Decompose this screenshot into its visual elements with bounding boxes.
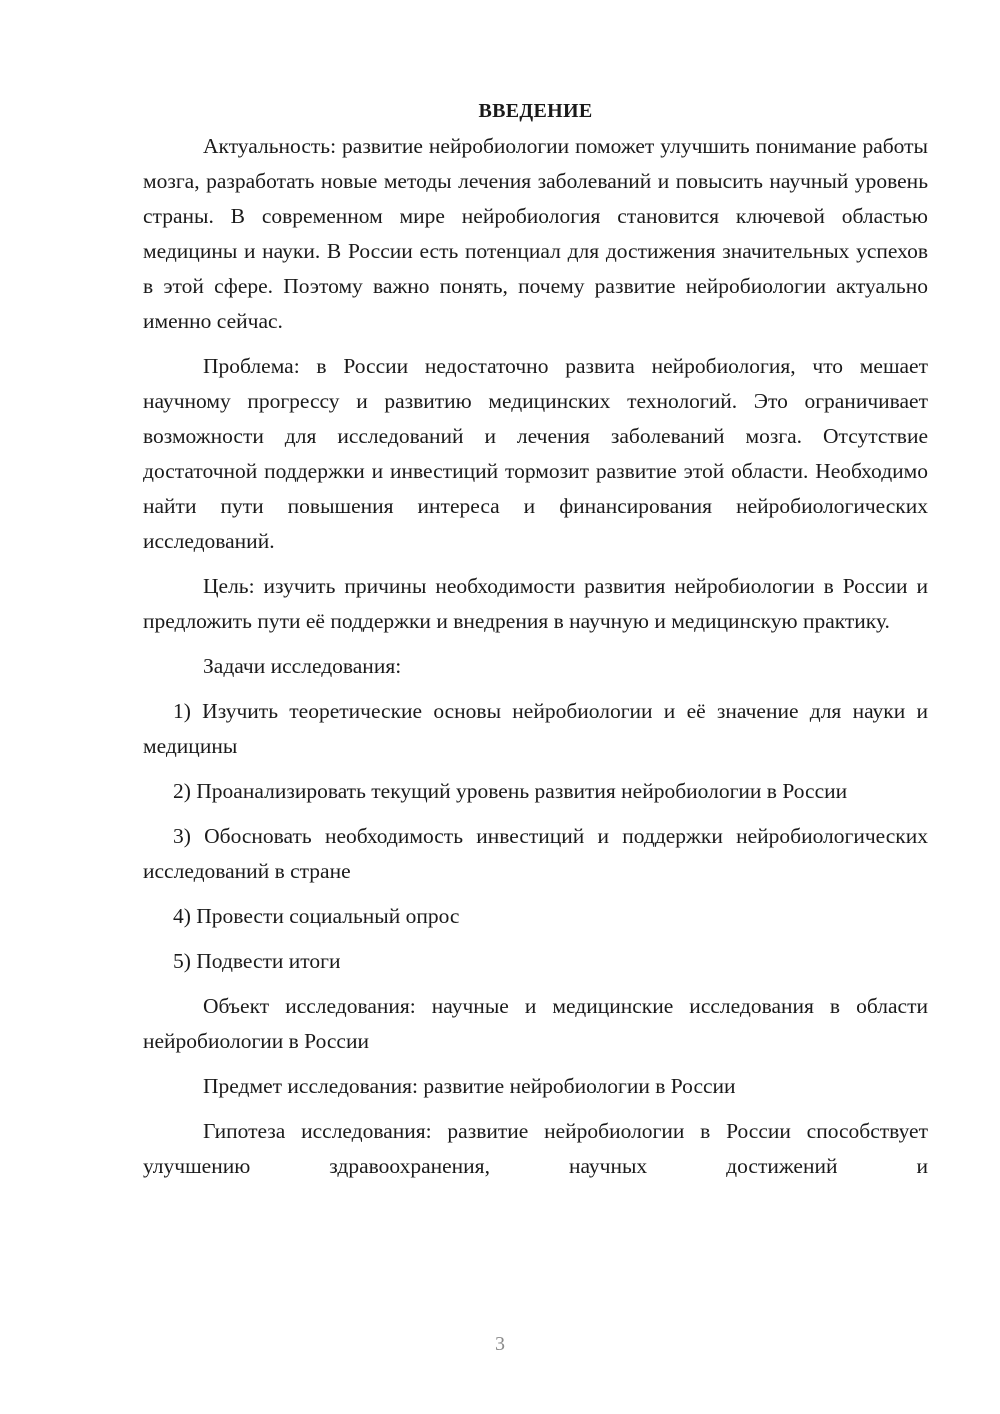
task-item: 4) Провести социальный опрос [173,904,460,928]
task-item: 5) Подвести итоги [173,949,341,973]
task-item: 2) Проанализировать текущий уровень развития нейробиологии в России [173,779,848,803]
task-item: 3) Обосновать необходимость инвестиций и поддержки нейробиологических исследований в стране [143,824,928,883]
tasks-heading: Задачи исследования: [203,654,402,678]
page-number: 3 [495,1333,505,1355]
task-item: 1) Изучить теоретические основы нейробиологии и её значение для науки и медицины [143,699,928,758]
paragraph-goal: Цель: изучить причины необходимости развития нейробиологии в России и предложить пути её поддержки и внедрения в научную и медицинскую практику. [143,574,928,633]
paragraph-relevance: Актуальность: развитие нейробиологии поможет улучшить понимание работы мозга, разработать новые методы лечения заболеваний и повысить научный уровень страны. В современном мире нейробиология становится ключевой областью медицины и науки. В России есть потенциал для достижения значительных успехов в этой сфере. Поэтому важно понять, почему развитие нейробиологии актуально именно сейчас. [143,134,928,333]
paragraph-object: Объект исследования: научные и медицинские исследования в области нейробиологии в России [143,994,928,1053]
page-title: ВВЕДЕНИЕ [478,100,593,122]
document-page [143,94,928,1194]
paragraph-subject: Предмет исследования: развитие нейробиологии в России [203,1074,736,1098]
paragraph-problem: Проблема: в России недостаточно развита нейробиология, что мешает научному прогрессу и развитию медицинских технологий. Это ограничивает возможности для исследований и лечения заболеваний мозга. Отсутствие достаточной поддержки и инвестиций тормозит развитие этой области. Необходимо найти пути повышения интереса и финансирования нейробиологических исследований. [143,354,928,553]
paragraph-hypothesis: Гипотеза исследования: развитие нейробиологии в России способствует улучшению здравоохранения, научных достижений и [143,1119,928,1178]
